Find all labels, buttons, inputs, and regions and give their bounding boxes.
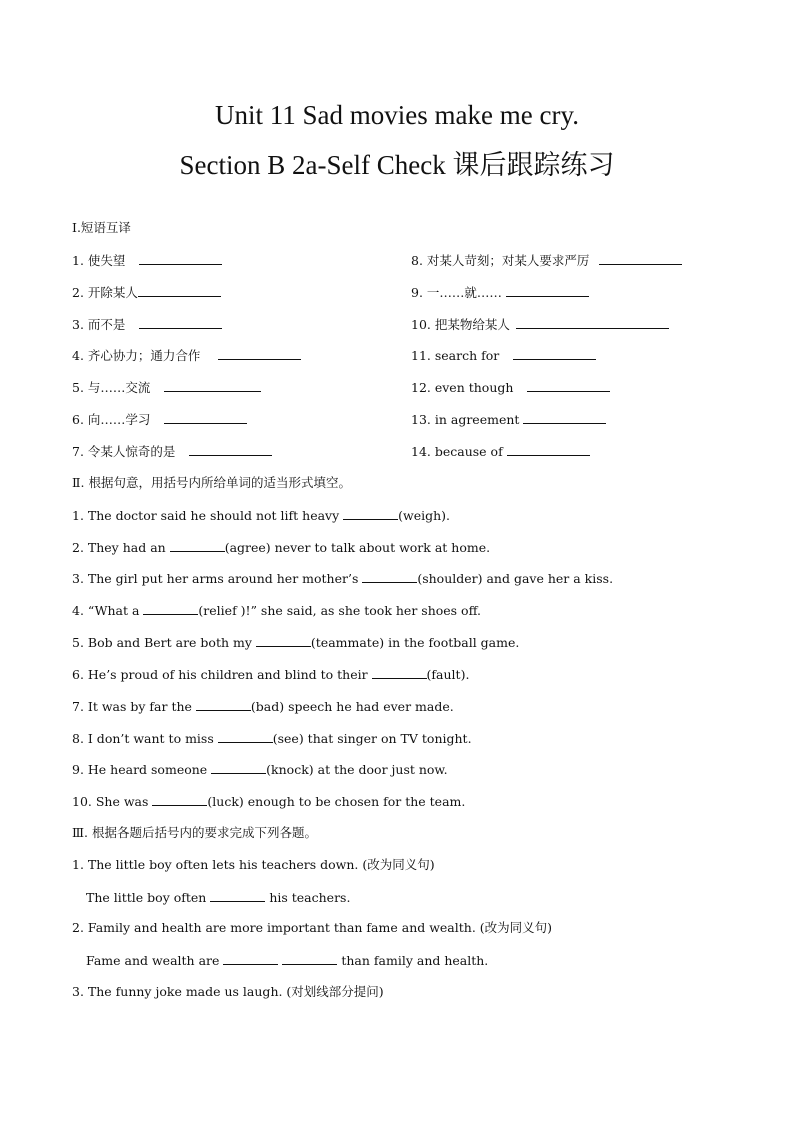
question-text: 1. The doctor said he should not lift heavy [72,508,344,523]
question-text: 9. He heard someone [72,762,212,777]
section-3-heading: Ⅲ. 根据各题后括号内的要求完成下列各题。 [72,825,318,840]
question-hint: (teammate) in the football game. [310,635,520,650]
phrase-item [411,284,589,301]
phrase-label: 3. 而不是 [72,317,126,332]
question-text: 2. They had an [72,540,170,555]
question-text: 7. It was by far the [72,699,196,714]
phrase-label: 10. 把某物给某人 [411,317,510,332]
page-title: Unit 11 Sad movies make me cry. [215,100,579,130]
rewrite-answer-line [86,952,488,969]
phrase-label: 8. 对某人苛刻；对某人要求严厉 [411,253,590,268]
phrase-item [411,379,610,396]
question-hint: (see) that singer on TV tonight. [272,731,472,746]
answer-blank[interactable] [170,539,225,552]
answer-prefix: The little boy often [86,890,211,905]
question-hint: (weigh). [398,508,451,523]
answer-blank[interactable] [164,379,261,392]
question-hint: (bad) speech he had ever made. [250,699,454,714]
question-text: 8. I don’t want to miss [72,731,218,746]
rewrite-question: 1. The little boy often lets his teachers down. (改为同义句) [72,857,435,872]
phrase-label: 2. 开除某人 [72,285,138,300]
phrase-item [411,316,669,333]
answer-blank[interactable] [527,379,610,392]
phrase-label: 1. 使失望 [72,253,126,268]
answer-blank[interactable] [223,952,278,965]
phrase-item [72,284,221,301]
phrase-item [72,252,222,269]
answer-blank[interactable] [211,761,266,774]
phrase-label: 14. because of [411,444,503,459]
phrase-label: 11. search for [411,348,500,363]
phrase-label: 9. 一……就…… [411,285,502,300]
question-hint: (agree) never to talk about work at home. [224,540,491,555]
question-text: 4. “What a [72,603,144,618]
answer-blank[interactable] [218,347,301,360]
fill-blank-question [72,570,613,587]
question-hint: (fault). [426,667,470,682]
phrase-item [411,347,596,364]
fill-blank-question [72,793,465,810]
rewrite-question: 3. The funny joke made us laugh. (对划线部分提问) [72,984,384,999]
phrase-item [411,252,682,269]
fill-blank-question [72,666,469,683]
answer-suffix: than family and health. [337,953,489,968]
answer-blank[interactable] [282,952,337,965]
phrase-item [72,347,301,364]
rewrite-question: 2. Family and health are more important than fame and wealth. (改为同义句) [72,920,553,935]
phrase-item [411,443,590,460]
answer-blank[interactable] [343,507,398,520]
answer-blank[interactable] [513,347,596,360]
question-text: 3. The girl put her arms around her mother’s [72,571,363,586]
answer-blank[interactable] [599,252,682,265]
fill-blank-question [72,507,450,524]
answer-blank[interactable] [516,316,669,329]
page-subtitle: Section B 2a-Self Check 课后跟踪练习 [179,150,615,180]
answer-blank[interactable] [164,411,247,424]
answer-blank[interactable] [143,602,198,615]
answer-blank[interactable] [506,284,589,297]
phrase-item [72,443,272,460]
answer-blank[interactable] [218,730,273,743]
answer-blank[interactable] [256,634,311,647]
answer-blank[interactable] [210,889,265,902]
answer-blank[interactable] [507,443,590,456]
fill-blank-question [72,634,519,651]
fill-blank-question [72,730,472,747]
answer-blank[interactable] [372,666,427,679]
question-text: 10. She was [72,794,153,809]
phrase-item [72,379,261,396]
answer-prefix: Fame and wealth are [86,953,224,968]
phrase-item [72,316,222,333]
phrase-item [72,411,247,428]
answer-blank[interactable] [139,316,222,329]
phrase-label: 5. 与……交流 [72,380,151,395]
answer-blank[interactable] [138,284,221,297]
fill-blank-question [72,761,448,778]
question-hint: (luck) enough to be chosen for the team. [207,794,466,809]
section-1-heading: Ⅰ.短语互译 [72,220,131,235]
question-hint: (knock) at the door just now. [266,762,448,777]
answer-blank[interactable] [523,411,606,424]
fill-blank-question [72,698,454,715]
answer-blank[interactable] [362,570,417,583]
question-text: 6. He’s proud of his children and blind to their [72,667,372,682]
answer-blank[interactable] [152,793,207,806]
rewrite-answer-line [86,889,350,906]
question-hint: (shoulder) and gave her a kiss. [417,571,614,586]
phrase-label: 6. 向……学习 [72,412,151,427]
section-2-heading: Ⅱ. 根据句意，用括号内所给单词的适当形式填空。 [72,475,351,490]
phrase-label: 12. even though [411,380,514,395]
phrase-label: 13. in agreement [411,412,520,427]
fill-blank-question [72,539,490,556]
fill-blank-question [72,602,481,619]
phrase-label: 7. 令某人惊奇的是 [72,444,176,459]
phrase-item [411,411,606,428]
answer-blank[interactable] [139,252,222,265]
question-hint: (relief )!” she said, as she took her shoes off. [198,603,481,618]
phrase-label: 4. 齐心协力；通力合作 [72,348,201,363]
question-text: 5. Bob and Bert are both my [72,635,256,650]
answer-suffix: his teachers. [265,890,351,905]
answer-blank[interactable] [189,443,272,456]
answer-blank[interactable] [196,698,251,711]
